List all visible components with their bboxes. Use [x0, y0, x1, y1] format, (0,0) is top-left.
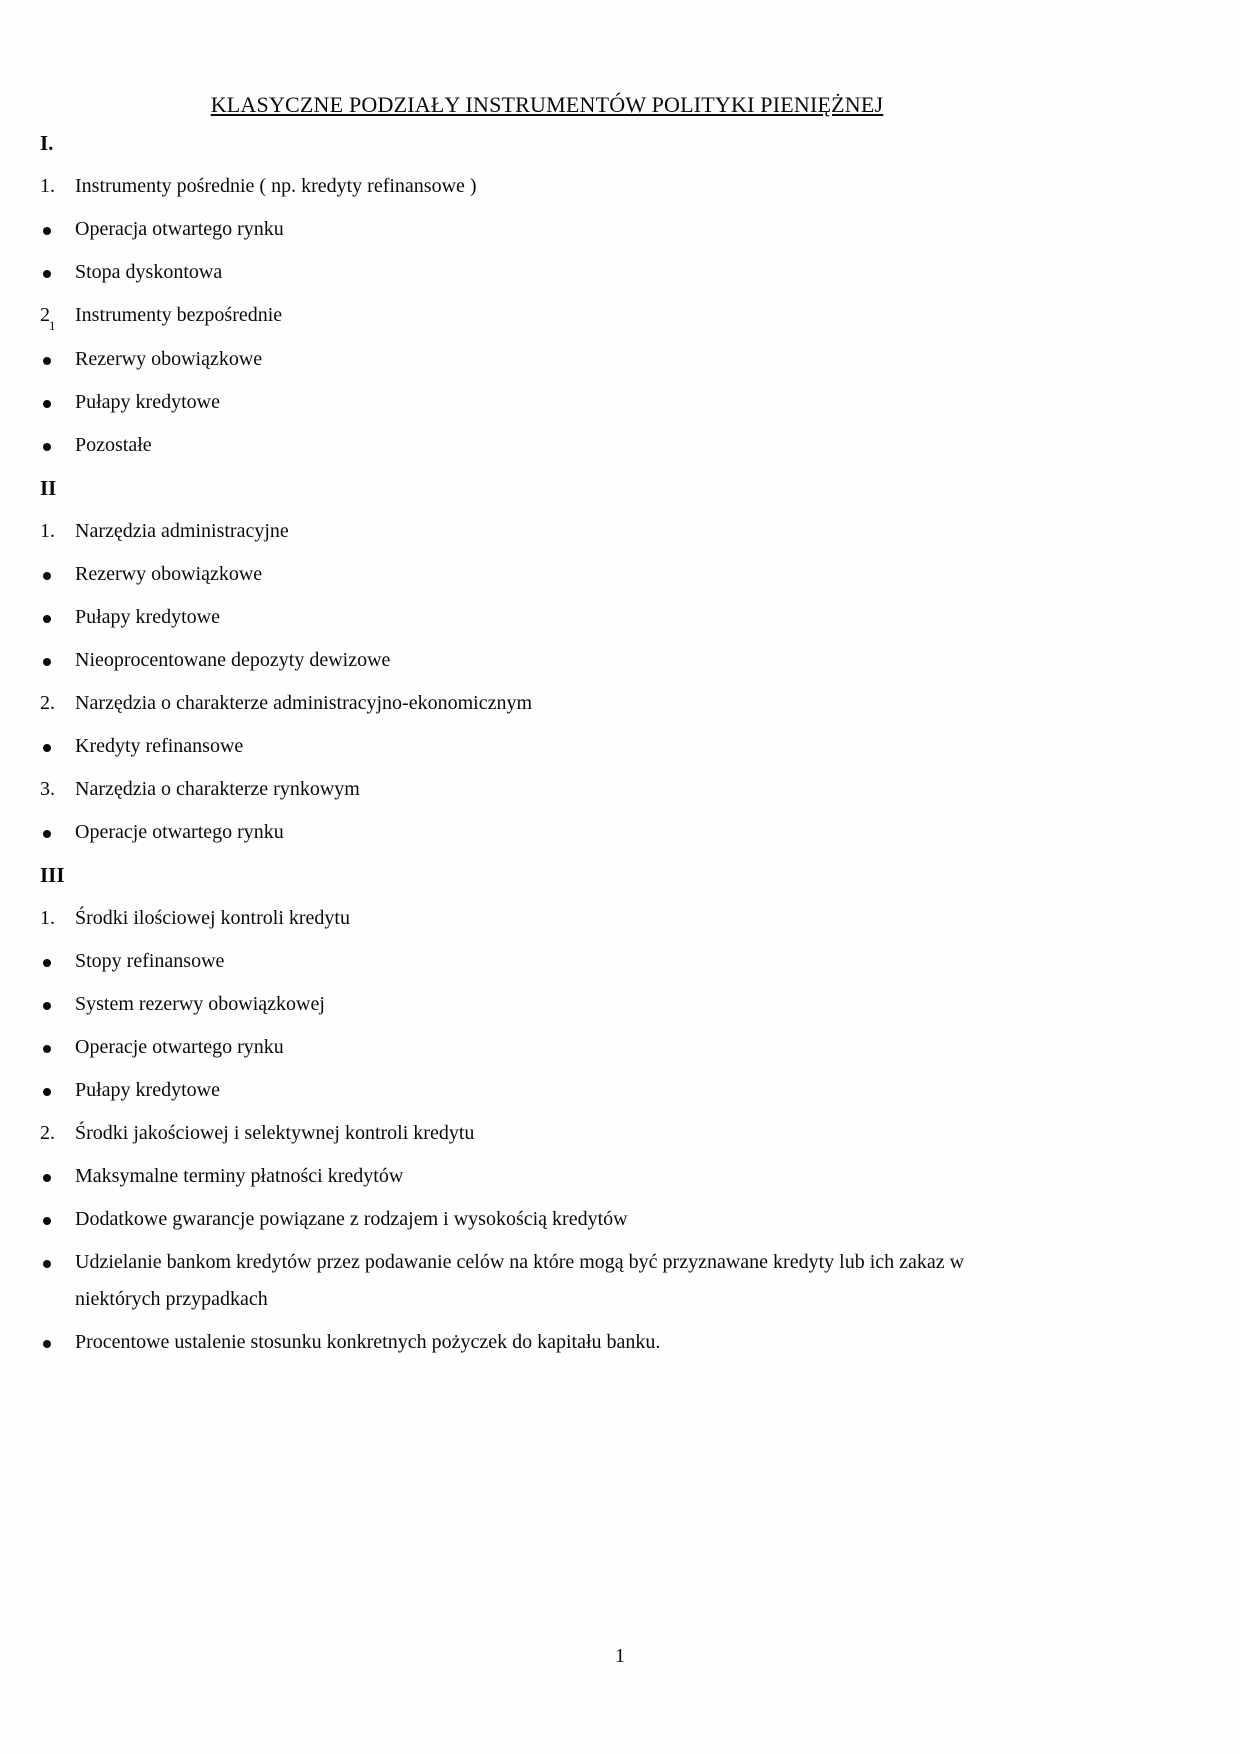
item-text: Narzędzia o charakterze administracyjno-ekonomicznym — [75, 692, 533, 714]
item-text: Nieoprocentowane depozyty dewizowe — [75, 649, 391, 671]
numbered-list-item — [40, 1115, 1054, 1152]
bullet-dot-icon — [43, 959, 51, 967]
item-text: Operacje otwartego rynku — [75, 1036, 284, 1058]
item-text: Stopy refinansowe — [75, 950, 225, 972]
bullet-icon — [40, 1324, 75, 1361]
bullet-dot-icon — [43, 1002, 51, 1010]
bullet-list-item — [40, 341, 1054, 378]
document-title: KLASYCZNE PODZIAŁY INSTRUMENTÓW POLITYKI PIENIĘŻNEJ — [210, 92, 884, 117]
bullet-list-item — [40, 384, 1054, 421]
item-text: Środki ilościowej kontroli kredytu — [75, 907, 350, 929]
item-text: Operacje otwartego rynku — [75, 821, 284, 843]
item-text: Narzędzia administracyjne — [75, 520, 289, 542]
bullet-icon — [40, 341, 75, 378]
item-text: Maksymalne terminy płatności kredytów — [75, 1165, 404, 1187]
bullet-icon — [40, 728, 75, 765]
bullet-list-item — [40, 254, 1054, 291]
numbered-list-item — [40, 900, 1054, 937]
bullet-dot-icon — [43, 572, 51, 580]
item-text: Operacja otwartego rynku — [75, 218, 284, 240]
item-text: Udzielanie bankom kredytów przez podawanie celów na które mogą być przyznawane kredyty lub ich zakaz w niektórych przypadkach — [75, 1251, 965, 1310]
numbered-list-item — [40, 297, 1054, 335]
item-text: Pozostałe — [75, 434, 152, 456]
item-text: Instrumenty bezpośrednie — [75, 304, 283, 326]
bullet-list-item — [40, 556, 1054, 593]
item-text: Pułapy kredytowe — [75, 391, 220, 413]
item-text: Rezerwy obowiązkowe — [75, 563, 263, 585]
bullet-list-item — [40, 943, 1054, 980]
section-heading: I. — [40, 131, 54, 155]
bullet-list-item — [40, 1158, 1054, 1195]
bullet-icon — [40, 943, 75, 980]
bullet-dot-icon — [43, 443, 51, 451]
bullet-list-item — [40, 728, 1054, 765]
item-text: System rezerwy obowiązkowej — [75, 993, 325, 1015]
bullet-icon — [40, 1029, 75, 1066]
bullet-dot-icon — [43, 270, 51, 278]
section-heading: II — [40, 476, 57, 500]
bullet-dot-icon — [43, 830, 51, 838]
bullet-list-item — [40, 986, 1054, 1023]
bullet-dot-icon — [43, 658, 51, 666]
numbered-list-item — [40, 685, 1054, 722]
item-text: Instrumenty pośrednie ( np. kredyty refinansowe ) — [75, 175, 477, 197]
bullet-dot-icon — [43, 1217, 51, 1225]
document-body — [40, 125, 1054, 1361]
bullet-dot-icon — [43, 1088, 51, 1096]
item-text: Narzędzia o charakterze rynkowym — [75, 778, 360, 800]
item-text: Procentowe ustalenie stosunku konkretnych pożyczek do kapitału banku. — [75, 1331, 661, 1353]
item-number: 1. — [40, 520, 55, 542]
bullet-icon — [40, 211, 75, 248]
item-number: 1. — [40, 907, 55, 929]
bullet-list-item — [40, 599, 1054, 636]
bullet-icon — [40, 1158, 75, 1195]
item-number: 2. — [40, 692, 55, 714]
section-heading: III — [40, 863, 65, 887]
bullet-icon — [40, 254, 75, 291]
bullet-list-item — [40, 1072, 1054, 1109]
bullet-list-item — [40, 1324, 1054, 1361]
bullet-list-item — [40, 642, 1054, 679]
bullet-dot-icon — [43, 400, 51, 408]
bullet-dot-icon — [43, 1340, 51, 1348]
bullet-dot-icon — [43, 1174, 51, 1182]
item-text: Środki jakościowej i selektywnej kontroli kredytu — [75, 1122, 475, 1144]
bullet-list-item — [40, 814, 1054, 851]
bullet-icon — [40, 1244, 75, 1281]
bullet-dot-icon — [43, 1260, 51, 1268]
item-number: 1. — [40, 175, 55, 197]
item-text: Stopa dyskontowa — [75, 261, 223, 283]
bullet-icon — [40, 384, 75, 421]
numbered-list-item — [40, 771, 1054, 808]
item-number-subscript: 1 — [49, 318, 56, 333]
bullet-dot-icon — [43, 1045, 51, 1053]
item-text: Rezerwy obowiązkowe — [75, 348, 263, 370]
bullet-list-item — [40, 1201, 1054, 1238]
numbered-list-item — [40, 513, 1054, 550]
bullet-icon — [40, 814, 75, 851]
item-text: Dodatkowe gwarancje powiązane z rodzajem i wysokością kredytów — [75, 1208, 628, 1230]
bullet-icon — [40, 599, 75, 636]
bullet-icon — [40, 427, 75, 464]
bullet-dot-icon — [43, 615, 51, 623]
bullet-icon — [40, 1201, 75, 1238]
bullet-icon — [40, 642, 75, 679]
bullet-icon — [40, 986, 75, 1023]
bullet-icon — [40, 1072, 75, 1109]
item-text: Kredyty refinansowe — [75, 735, 244, 757]
page-number: 1 — [615, 1645, 625, 1667]
bullet-list-item — [40, 211, 1054, 248]
item-number: 2. — [40, 1122, 55, 1144]
item-number: 3. — [40, 778, 55, 800]
bullet-dot-icon — [43, 744, 51, 752]
item-text: Pułapy kredytowe — [75, 606, 220, 628]
bullet-icon — [40, 556, 75, 593]
bullet-dot-icon — [43, 357, 51, 365]
bullet-dot-icon — [43, 227, 51, 235]
item-number: $2_1$ — [40, 304, 56, 333]
numbered-list-item — [40, 168, 1054, 205]
bullet-list-item — [40, 1029, 1054, 1066]
item-text: Pułapy kredytowe — [75, 1079, 220, 1101]
bullet-list-item — [40, 427, 1054, 464]
bullet-list-item — [40, 1244, 1054, 1318]
